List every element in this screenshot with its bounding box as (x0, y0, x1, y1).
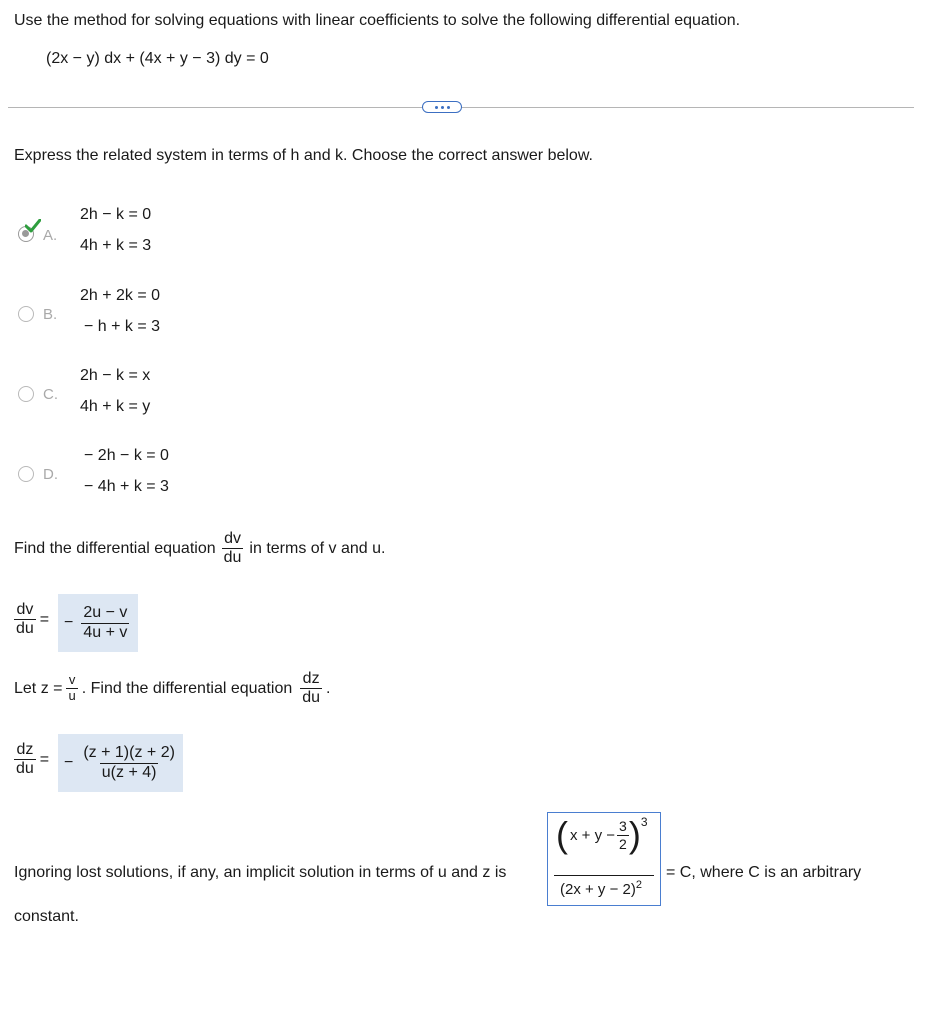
part2-prompt-num: dv (224, 530, 241, 547)
right-paren: ) (628, 814, 641, 855)
correct-check-icon (25, 219, 41, 233)
part3-equals: = (39, 750, 50, 768)
option-c-line1: 2h − k = x (80, 367, 151, 384)
part4-answer-inner-fraction (617, 818, 629, 851)
part4-answer-frac-den: 2 (619, 835, 627, 852)
part4-answer-numerator (556, 814, 648, 855)
part3-answer-box[interactable] (58, 734, 183, 792)
part3-lhs-fraction (14, 741, 36, 779)
option-b-letter: B. (43, 306, 58, 323)
part4-answer-frac-num: 3 (619, 818, 627, 835)
part2-lhs (14, 601, 49, 639)
part3-z-num: v (68, 672, 76, 688)
option-b-line2: − h + k = 3 (84, 318, 161, 335)
part4-answer-exponent: 3 (640, 815, 648, 829)
part3-lhs (14, 741, 49, 779)
left-paren: ( (556, 814, 568, 855)
part3-let-text: Let z = (14, 679, 63, 697)
option-d-letter: D. (43, 466, 58, 483)
part3-prompt-den: du (302, 689, 321, 707)
question-instruction: Use the method for solving equations with linear coefficients to solve the following differential equation. (14, 12, 741, 29)
part2-answer-den: 4u + v (83, 623, 128, 641)
expand-more-button[interactable] (422, 101, 462, 113)
part4-prompt-before: Ignoring lost solutions, if any, an implicit solution in terms of u and z is (14, 864, 507, 881)
part1-prompt: Express the related system in terms of h and k. Choose the correct answer below. (14, 147, 593, 164)
option-d-line1: − 2h − k = 0 (84, 447, 169, 464)
part2-prompt-fraction (222, 530, 244, 568)
part2-sign: − (64, 614, 74, 631)
part3-answer-fraction (81, 744, 177, 782)
part4-answer-den: (2x + y − 2) (560, 881, 636, 898)
part2-prompt-after: in terms of v and u. (249, 539, 386, 557)
option-a-letter: A. (43, 227, 58, 244)
part3-lhs-den: du (16, 760, 34, 778)
part3-prompt (14, 670, 330, 708)
part4-answer-den-exponent: 2 (635, 879, 642, 891)
part2-equals: = (39, 610, 50, 628)
part4-answer-denominator (560, 879, 642, 898)
option-c-letter: C. (43, 386, 58, 403)
part2-lhs-den: du (16, 620, 34, 638)
part4-prompt-after: = C, where C is an arbitrary (666, 864, 862, 881)
part4-answer-box[interactable] (547, 812, 661, 906)
part2-lhs-fraction (14, 601, 36, 639)
option-b-radio[interactable] (18, 306, 34, 322)
part4-prompt-end: constant. (14, 908, 79, 925)
option-d-line2: − 4h + k = 3 (84, 478, 169, 495)
question-equation: (2x − y) dx + (4x + y − 3) dy = 0 (46, 50, 269, 67)
part2-answer-num: 2u − v (83, 604, 128, 622)
part2-lhs-num: dv (16, 601, 34, 618)
part2-prompt (14, 530, 385, 568)
part3-prompt-fraction (300, 670, 322, 708)
option-d-radio[interactable] (18, 466, 34, 482)
part3-sign: − (64, 754, 74, 771)
option-a-line2: 4h + k = 3 (80, 237, 152, 254)
part3-answer-num: (z + 1)(z + 2) (83, 744, 175, 762)
part2-prompt-before: Find the differential equation (14, 539, 216, 557)
part2-answer-box[interactable] (58, 594, 138, 652)
part2-answer-fraction (81, 604, 129, 642)
part3-z-fraction (66, 673, 77, 704)
part3-prompt-end: . (326, 679, 331, 697)
part3-answer-den: u(z + 4) (101, 763, 157, 781)
part4-answer-num-expr: x + y − (570, 826, 616, 844)
part4-fraction-bar (554, 875, 654, 876)
part3-z-den: u (68, 688, 76, 704)
part3-prompt-num: dz (302, 670, 320, 687)
option-c-radio[interactable] (18, 386, 34, 402)
part2-prompt-den: du (223, 549, 242, 567)
option-c-line2: 4h + k = y (80, 398, 151, 415)
option-b-line1: 2h + 2k = 0 (80, 287, 161, 304)
part3-lhs-num: dz (16, 741, 34, 758)
option-a-line1: 2h − k = 0 (80, 206, 152, 223)
part3-prompt-mid: . Find the differential equation (81, 679, 293, 697)
